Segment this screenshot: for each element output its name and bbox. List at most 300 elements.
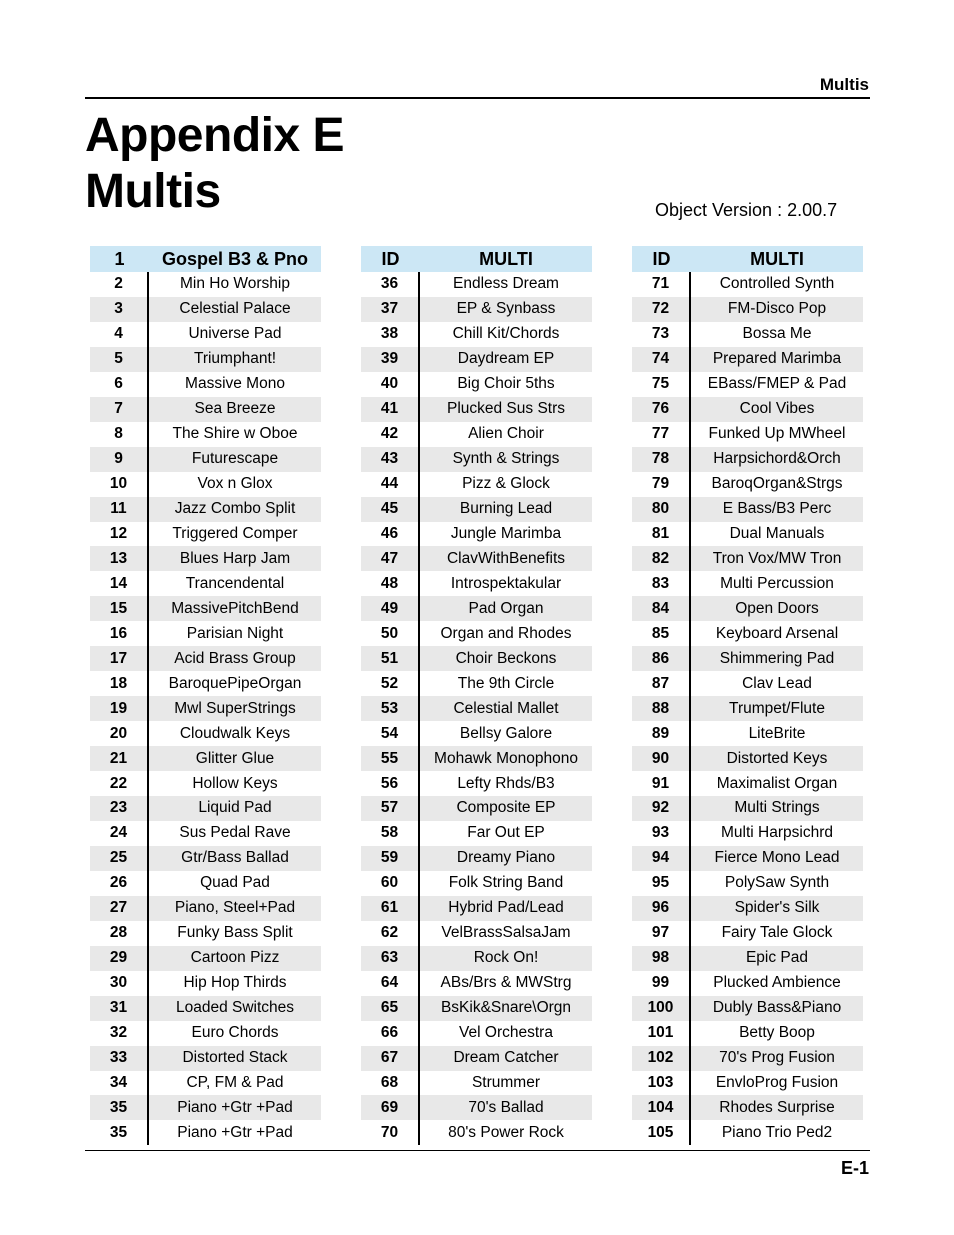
- multi-id: 104: [632, 1095, 691, 1120]
- multi-name: Jungle Marimba: [450, 525, 562, 542]
- multi-name: Lefty Rhds/B3: [457, 774, 555, 792]
- multi-id: 28: [90, 921, 149, 946]
- multi-id: 96: [632, 896, 691, 921]
- table-row: [90, 896, 321, 921]
- table-row: [90, 871, 321, 896]
- table-row: [361, 721, 592, 746]
- multi-name: EBass/FMEP & Pad: [707, 375, 847, 393]
- table-row: [90, 571, 321, 596]
- multi-name: Choir Beckons: [455, 649, 557, 667]
- multi-id: 17: [90, 646, 149, 671]
- multi-name: Harpsichord&Orch: [713, 450, 841, 468]
- multi-id: 26: [90, 871, 149, 896]
- table-row: [361, 971, 592, 996]
- multi-id: 99: [632, 971, 691, 996]
- multi-name: Epic Pad: [745, 949, 809, 967]
- multi-name: Parisian Night: [186, 624, 284, 642]
- table-row: [632, 921, 863, 946]
- multi-name: Dreamy Piano: [456, 849, 556, 867]
- multi-name: Min Ho Worship: [180, 275, 290, 293]
- multi-id: 32: [90, 1021, 149, 1046]
- table-row: [632, 372, 863, 397]
- table-row: [361, 671, 592, 696]
- multi-id: 8: [90, 422, 149, 447]
- multi-name: VelBrassSalsaJam: [441, 924, 571, 942]
- multi-name: Celestial Palace: [179, 300, 291, 318]
- multi-name: Shimmering Pad: [719, 649, 835, 667]
- multi-name: ClavWithBenefits: [446, 549, 565, 567]
- multi-name: Liquid Pad: [198, 799, 272, 817]
- table-row: [90, 297, 321, 322]
- multi-name: Acid Brass Group: [174, 649, 296, 667]
- multi-id: 92: [632, 796, 691, 821]
- multi-name: BaroqOrgan&Strgs: [711, 475, 843, 493]
- multi-name: Endless Dream: [453, 275, 559, 293]
- table-row: [90, 322, 321, 347]
- table-row: [632, 497, 863, 522]
- multi-id: 88: [632, 696, 691, 721]
- table-row: [90, 1120, 321, 1145]
- multi-name: Cool Vibes: [739, 400, 815, 418]
- table-row: [90, 1021, 321, 1046]
- table-row: [361, 921, 592, 946]
- multi-id: 5: [90, 347, 149, 372]
- multi-id: 30: [90, 971, 149, 996]
- multi-name: Piano, Steel+Pad: [174, 899, 296, 917]
- multi-id: 79: [632, 472, 691, 497]
- table-row: [632, 272, 863, 297]
- multi-name: The 9th Circle: [457, 674, 555, 692]
- multi-id: 41: [361, 397, 420, 422]
- multi-id: 34: [90, 1071, 149, 1096]
- multi-table-2: [361, 246, 592, 1145]
- multi-id: 66: [361, 1021, 420, 1046]
- multi-name: Synth & Strings: [452, 450, 560, 468]
- multi-name: Funked Up MWheel: [708, 425, 846, 443]
- multi-id: 86: [632, 646, 691, 671]
- table-row: [361, 347, 592, 372]
- table-row: [90, 971, 321, 996]
- table-header: [632, 246, 863, 272]
- table-row: [90, 447, 321, 472]
- table-row: [632, 821, 863, 846]
- table-row: [90, 621, 321, 646]
- multi-id: 25: [90, 846, 149, 871]
- table-body: [90, 272, 321, 1145]
- multi-name: Dubly Bass&Piano: [712, 999, 842, 1017]
- table-row: [90, 1095, 321, 1120]
- multi-name: 70's Ballad: [468, 1098, 544, 1116]
- table-row: [361, 372, 592, 397]
- table-row: [90, 921, 321, 946]
- multi-name: Cloudwalk Keys: [179, 724, 291, 742]
- multi-id: 23: [90, 796, 149, 821]
- multi-id: 33: [90, 1046, 149, 1071]
- multi-id: 73: [632, 322, 691, 347]
- table-body: [361, 272, 592, 1145]
- table-row: [361, 771, 592, 796]
- table-row: [361, 1120, 592, 1145]
- table-row: [632, 297, 863, 322]
- multi-id: 60: [361, 871, 420, 896]
- multi-id: 2: [90, 272, 149, 297]
- multi-name: Pad Organ: [468, 599, 544, 617]
- multi-id: 27: [90, 896, 149, 921]
- multi-name: Multi Harpsichrd: [721, 824, 833, 842]
- multi-name: Alien Choir: [468, 425, 544, 443]
- table-row: [90, 946, 321, 971]
- multi-name: Clav Lead: [742, 674, 812, 692]
- multi-id: 103: [632, 1071, 691, 1096]
- multi-id: 48: [361, 571, 420, 596]
- multi-id: 10: [90, 472, 149, 497]
- table-row: [632, 1095, 863, 1120]
- multi-name: Chill Kit/Chords: [452, 325, 560, 343]
- multi-id: 36: [361, 272, 420, 297]
- multi-id: 84: [632, 596, 691, 621]
- table-row: [361, 1046, 592, 1071]
- multi-id: 95: [632, 871, 691, 896]
- table-row: [632, 696, 863, 721]
- table-row: [90, 646, 321, 671]
- multi-id: 52: [361, 671, 420, 696]
- multi-id: 58: [361, 821, 420, 846]
- multi-name: Strummer: [471, 1073, 541, 1091]
- multi-name: Triumphant!: [193, 350, 277, 368]
- multi-name: Mohawk Monophono: [434, 749, 578, 767]
- table-row: [632, 671, 863, 696]
- table-row: [632, 347, 863, 372]
- multi-id: 102: [632, 1046, 691, 1071]
- table-row: [90, 721, 321, 746]
- multi-name: Rock On!: [473, 949, 539, 967]
- multi-name: Vox n Glox: [197, 475, 273, 493]
- multi-name: Jazz Combo Split: [174, 500, 296, 518]
- multi-name: EP & Synbass: [456, 300, 556, 318]
- table-row: [90, 272, 321, 297]
- multi-name: PolySaw Synth: [724, 874, 830, 892]
- table-row: [361, 696, 592, 721]
- multi-id: 65: [361, 996, 420, 1021]
- multi-id: 87: [632, 671, 691, 696]
- table-row: [632, 846, 863, 871]
- object-version: Object Version : 2.00.7: [655, 200, 838, 220]
- multi-name: BsKik&Snare\Orgn: [440, 999, 572, 1017]
- table-row: [632, 1046, 863, 1071]
- multi-name: Cartoon Pizz: [190, 949, 280, 967]
- multi-name: Hollow Keys: [192, 774, 278, 792]
- multi-id: 75: [632, 372, 691, 397]
- multi-id: 13: [90, 546, 149, 571]
- multi-name: Blues Harp Jam: [179, 549, 291, 567]
- table-row: [361, 946, 592, 971]
- table-row: [361, 272, 592, 297]
- multi-name: Rhodes Surprise: [719, 1098, 835, 1116]
- table-row: [90, 996, 321, 1021]
- multi-name: Tron Vox/MW Tron: [712, 549, 842, 567]
- multi-id: 43: [361, 447, 420, 472]
- multi-id: 18: [90, 671, 149, 696]
- multi-id: 61: [361, 896, 420, 921]
- table-row: [361, 896, 592, 921]
- multi-id: 69: [361, 1095, 420, 1120]
- header-name: MULTI: [479, 248, 533, 269]
- multi-name: Daydream EP: [457, 350, 555, 368]
- table-row: [361, 497, 592, 522]
- table-row: [90, 1046, 321, 1071]
- multi-name: Mwl SuperStrings: [174, 699, 296, 717]
- table-row: [632, 1071, 863, 1096]
- multi-name: Bellsy Galore: [459, 724, 553, 742]
- table-header: [90, 246, 321, 272]
- multi-name: Trancendental: [185, 574, 285, 592]
- multi-id: 35: [90, 1095, 149, 1120]
- multi-table-3: [632, 246, 863, 1145]
- multi-id: 35: [90, 1120, 149, 1145]
- table-row: [632, 971, 863, 996]
- table-row: [361, 746, 592, 771]
- table-row: [632, 621, 863, 646]
- multi-id: 53: [361, 696, 420, 721]
- table-row: [90, 422, 321, 447]
- table-row: [361, 1021, 592, 1046]
- table-row: [361, 596, 592, 621]
- multi-id: 46: [361, 522, 420, 547]
- multi-name: Hip Hop Thirds: [183, 974, 287, 992]
- table-row: [632, 746, 863, 771]
- multi-name: Bossa Me: [742, 325, 812, 343]
- header-id: ID: [652, 248, 671, 269]
- multi-id: 94: [632, 846, 691, 871]
- multi-id: 63: [361, 946, 420, 971]
- multi-id: 76: [632, 397, 691, 422]
- table-row: [361, 447, 592, 472]
- multi-name: Big Choir 5ths: [457, 375, 555, 393]
- multi-name: Spider's Silk: [734, 899, 820, 917]
- multi-name: E Bass/B3 Perc: [722, 500, 832, 518]
- table-row: [361, 322, 592, 347]
- multi-name: Universe Pad: [188, 325, 282, 343]
- multi-id: 12: [90, 522, 149, 547]
- multi-name: 70's Prog Fusion: [719, 1049, 835, 1067]
- table-row: [361, 796, 592, 821]
- table-row: [361, 996, 592, 1021]
- multi-id: 85: [632, 621, 691, 646]
- section-label: Multis: [819, 75, 869, 94]
- table-row: [632, 1120, 863, 1145]
- multi-id: 100: [632, 996, 691, 1021]
- table-row: [361, 571, 592, 596]
- multi-name: Distorted Stack: [182, 1049, 288, 1067]
- multi-id: 77: [632, 422, 691, 447]
- table-row: [632, 397, 863, 422]
- table-row: [90, 846, 321, 871]
- table-row: [361, 422, 592, 447]
- multi-id: 98: [632, 946, 691, 971]
- multi-name: Betty Boop: [739, 1024, 815, 1042]
- header-name: MULTI: [750, 248, 804, 269]
- table-row: [90, 746, 321, 771]
- title-line-1: Appendix E: [85, 109, 345, 162]
- table-row: [632, 596, 863, 621]
- multi-table-1: [90, 246, 321, 1145]
- table-row: [90, 796, 321, 821]
- table-row: [361, 472, 592, 497]
- multi-name: Introspektakular: [450, 574, 562, 592]
- multi-name: Massive Mono: [185, 375, 285, 393]
- multi-name: Far Out EP: [467, 824, 545, 842]
- table-row: [632, 546, 863, 571]
- multi-id: 21: [90, 746, 149, 771]
- page-number: E-1: [840, 1158, 869, 1178]
- multi-name: BaroquePipeOrgan: [168, 674, 302, 692]
- multi-name: 80's Power Rock: [448, 1123, 564, 1141]
- multi-id: 51: [361, 646, 420, 671]
- table-row: [90, 497, 321, 522]
- multi-name: ABs/Brs & MWStrg: [440, 974, 572, 992]
- table-row: [90, 397, 321, 422]
- table-row: [632, 1021, 863, 1046]
- multi-name: Triggered Comper: [172, 525, 298, 542]
- multi-id: 64: [361, 971, 420, 996]
- multi-name: Glitter Glue: [195, 749, 275, 767]
- multi-name: FM-Disco Pop: [727, 300, 827, 318]
- multi-name: Multi Strings: [734, 799, 820, 817]
- multi-name: Prepared Marimba: [712, 350, 842, 368]
- multi-name: Loaded Switches: [175, 999, 295, 1017]
- footer-rule: [85, 1150, 870, 1151]
- multi-id: 44: [361, 472, 420, 497]
- table-row: [361, 522, 592, 547]
- multi-id: 3: [90, 297, 149, 322]
- table-row: [361, 846, 592, 871]
- multi-name: Dream Catcher: [453, 1049, 559, 1067]
- table-body: [632, 272, 863, 1145]
- multi-name: CP, FM & Pad: [186, 1073, 284, 1091]
- multi-name: Plucked Sus Strs: [446, 400, 566, 418]
- multi-name: Piano Trio Ped2: [721, 1123, 833, 1141]
- multi-name: Controlled Synth: [719, 275, 835, 293]
- multi-id: 7: [90, 397, 149, 422]
- multi-id: 20: [90, 721, 149, 746]
- multi-name: MassivePitchBend: [171, 599, 299, 617]
- multi-id: 62: [361, 921, 420, 946]
- multi-name: Piano +Gtr +Pad: [177, 1123, 293, 1141]
- table-row: [361, 397, 592, 422]
- multi-id: 55: [361, 746, 420, 771]
- table-row: [90, 671, 321, 696]
- multi-id: 4: [90, 322, 149, 347]
- multi-name: Distorted Keys: [726, 749, 828, 767]
- multi-id: 54: [361, 721, 420, 746]
- multi-id: 101: [632, 1021, 691, 1046]
- multi-name: Futurescape: [191, 450, 279, 468]
- multi-id: 24: [90, 821, 149, 846]
- header-id: ID: [381, 248, 400, 269]
- multi-name: Fairy Tale Glock: [721, 924, 833, 942]
- table-row: [632, 796, 863, 821]
- table-row: [361, 646, 592, 671]
- multi-id: 47: [361, 546, 420, 571]
- table-row: [632, 522, 863, 547]
- multi-id: 37: [361, 297, 420, 322]
- multi-id: 57: [361, 796, 420, 821]
- table-row: [361, 1095, 592, 1120]
- table-row: [90, 821, 321, 846]
- multi-id: 50: [361, 621, 420, 646]
- multi-id: 81: [632, 522, 691, 547]
- multi-id: 90: [632, 746, 691, 771]
- header-rule: [85, 97, 870, 99]
- table-row: [361, 1071, 592, 1096]
- table-row: [90, 696, 321, 721]
- multi-name: Quad Pad: [200, 874, 270, 892]
- multi-name: Piano +Gtr +Pad: [177, 1098, 293, 1116]
- table-row: [90, 771, 321, 796]
- header-id: 1: [114, 248, 125, 269]
- table-row: [90, 472, 321, 497]
- table-row: [632, 571, 863, 596]
- table-row: [90, 347, 321, 372]
- multi-id: 45: [361, 497, 420, 522]
- multi-name: Folk String Band: [448, 874, 564, 892]
- multi-name: Euro Chords: [191, 1024, 279, 1042]
- table-row: [632, 946, 863, 971]
- multi-id: 82: [632, 546, 691, 571]
- multi-name: Funky Bass Split: [177, 924, 293, 942]
- multi-id: 78: [632, 447, 691, 472]
- multi-name: Sea Breeze: [194, 400, 276, 418]
- table-row: [90, 522, 321, 547]
- multi-name: LiteBrite: [748, 724, 806, 742]
- multi-id: 29: [90, 946, 149, 971]
- multi-name: Keyboard Arsenal: [715, 624, 839, 642]
- table-row: [632, 721, 863, 746]
- multi-name: Composite EP: [456, 799, 556, 817]
- table-row: [361, 546, 592, 571]
- table-row: [632, 472, 863, 497]
- table-row: [632, 447, 863, 472]
- multi-name: Dual Manuals: [729, 525, 825, 542]
- multi-id: 38: [361, 322, 420, 347]
- table-row: [90, 1071, 321, 1096]
- table-row: [632, 871, 863, 896]
- multi-id: 68: [361, 1071, 420, 1096]
- multi-id: 19: [90, 696, 149, 721]
- multi-id: 16: [90, 621, 149, 646]
- multi-id: 72: [632, 297, 691, 322]
- page-title: [85, 108, 344, 220]
- multi-id: 71: [632, 272, 691, 297]
- multi-id: 83: [632, 571, 691, 596]
- table-row: [90, 546, 321, 571]
- multi-name: Gtr/Bass Ballad: [181, 849, 289, 867]
- table-row: [632, 646, 863, 671]
- header-name: Gospel B3 & Pno: [161, 248, 309, 269]
- multi-id: 74: [632, 347, 691, 372]
- multi-name: Fierce Mono Lead: [714, 849, 840, 867]
- multi-name: Organ and Rhodes: [440, 624, 572, 642]
- multi-id: 14: [90, 571, 149, 596]
- title-line-2: Multis: [85, 165, 221, 218]
- multi-id: 6: [90, 372, 149, 397]
- multi-name: Trumpet/Flute: [729, 699, 825, 717]
- multi-id: 70: [361, 1120, 420, 1145]
- multi-id: 49: [361, 596, 420, 621]
- multi-id: 67: [361, 1046, 420, 1071]
- table-row: [90, 596, 321, 621]
- table-row: [90, 372, 321, 397]
